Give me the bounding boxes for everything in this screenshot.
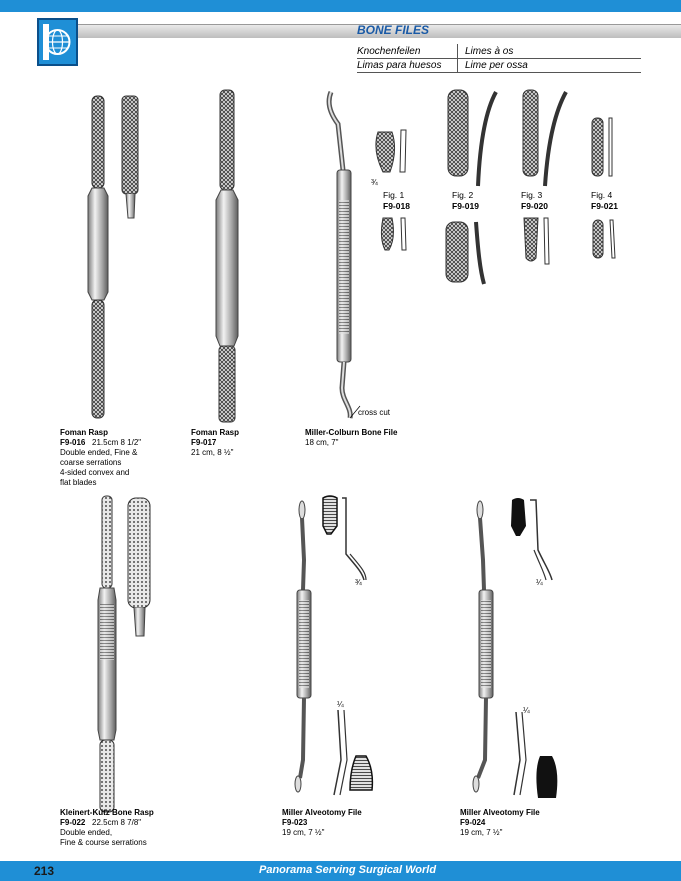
figure-caption: Fig. 1 F9-018 bbox=[383, 190, 410, 211]
product-caption: Kleinert-Kutz Bone Rasp F9-022 22.5cm 8 7/8" Double ended, Fine & course serrations bbox=[60, 808, 154, 847]
product-caption: Foman Rasp F9-017 21 cm, 8 ½" bbox=[191, 428, 240, 457]
scale-label: ¾ bbox=[355, 578, 362, 587]
product-caption: Foman Rasp F9-016 21.5cm 8 1/2" Double ended, Fine & coarse serrations 4-sided convex and flat blades bbox=[60, 428, 142, 487]
instrument-f9-017 bbox=[216, 90, 238, 422]
title-french: Limes à os bbox=[465, 46, 514, 57]
cross-cut-label: cross cut bbox=[358, 408, 391, 417]
detail-f9-021 bbox=[592, 118, 615, 258]
footer-tagline: Panorama Serving Surgical World bbox=[259, 864, 437, 876]
instrument-f9-022 bbox=[98, 496, 150, 812]
title-italian: Lime per ossa bbox=[465, 60, 528, 71]
instrument-miller-colburn bbox=[329, 92, 360, 418]
figure-caption: Fig. 4 F9-021 bbox=[591, 190, 618, 211]
product-caption: Miller Alveotomy File F9-024 19 cm, 7 ½" bbox=[460, 808, 540, 837]
instrument-f9-016 bbox=[88, 96, 138, 418]
scale-label: ¾ bbox=[371, 178, 378, 187]
figure-caption: Fig. 2 F9-019 bbox=[452, 190, 479, 211]
detail-f9-020 bbox=[523, 90, 566, 264]
instrument-f9-024 bbox=[473, 498, 557, 798]
page-title: BONE FILES bbox=[357, 23, 430, 37]
product-caption: Miller Alveotomy File F9-023 19 cm, 7 ½" bbox=[282, 808, 362, 837]
title-german: Knochenfeilen bbox=[357, 46, 421, 57]
title-spanish: Limas para huesos bbox=[357, 60, 442, 71]
scale-label: ¼ bbox=[536, 578, 543, 587]
scale-label: ¼ bbox=[523, 706, 530, 715]
scale-label: ¼ bbox=[337, 700, 344, 709]
detail-f9-019 bbox=[446, 90, 496, 284]
product-caption: Miller-Colburn Bone File 18 cm, 7" bbox=[305, 428, 398, 447]
page-number: 213 bbox=[34, 864, 55, 878]
figure-caption: Fig. 3 F9-020 bbox=[521, 190, 548, 211]
instrument-f9-023 bbox=[295, 496, 372, 795]
